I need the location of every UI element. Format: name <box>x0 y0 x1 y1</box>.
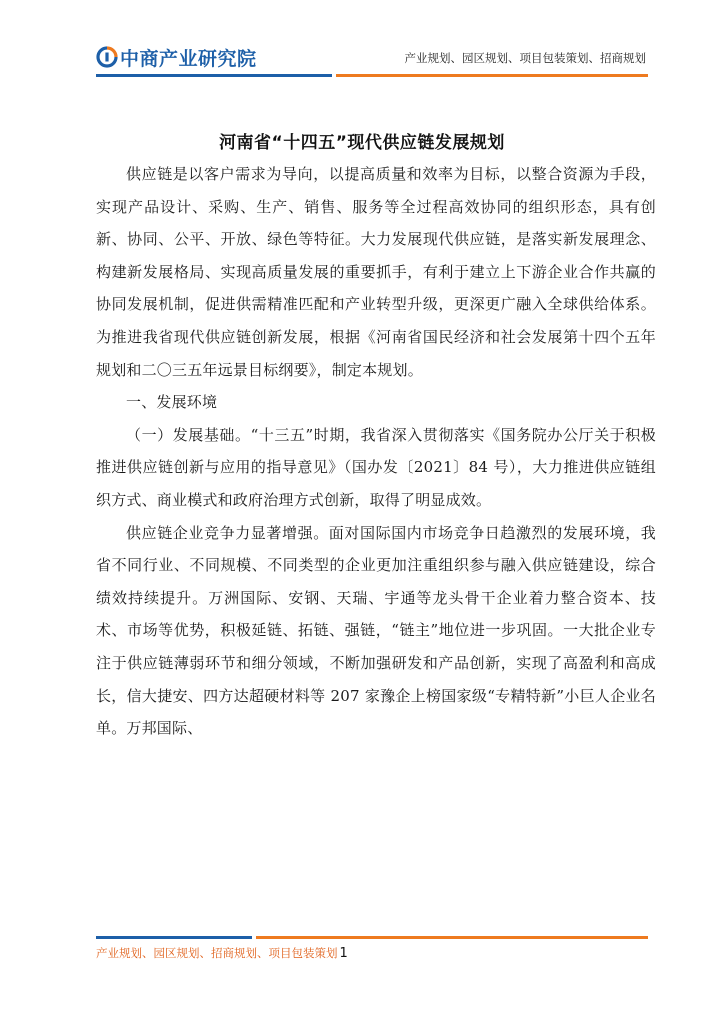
footer-divider-blue <box>96 936 252 939</box>
document-body <box>96 158 656 745</box>
header-divider-orange <box>336 74 648 77</box>
footer-tagline: 产业规划、园区规划、招商规划、项目包装策划 <box>96 946 338 960</box>
header-tagline: 产业规划、园区规划、项目包装策划、招商规划 <box>404 51 646 65</box>
footer-divider-orange <box>256 936 648 939</box>
footer <box>96 945 348 961</box>
section-heading: 一、发展环境 <box>126 393 218 412</box>
logo-mark-icon <box>96 46 118 68</box>
paragraph-intro: 供应链是以客户需求为导向，以提高质量和效率为目标，以整合资源为手段，实现产品设计、采购、生产、销售、服务等全过程高效协同的组织形态，具有创新、协同、公平、开放、绿色等特征。大力发展现代供应链，是落实新发展理念、构建新发展格局、实现高质量发展的重要抓手，有利于建立上下游企业合作共赢的协同发展机制，促进供需精准匹配和产业转型升级，更深更广融入全球供给体系。为推进我省现代供应链创新发展，根据《河南省国民经济和社会发展第十四个五年规划和二〇三五年远景目标纲要》，制定本规划。 <box>96 165 656 379</box>
paragraph-competitiveness: 供应链企业竞争力显著增强。面对国际国内市场竞争日趋激烈的发展环境，我省不同行业、不同规模、不同类型的企业更加注重组织参与融入供应链建设，综合绩效持续提升。万洲国际、安钢、天瑞、宇通等龙头骨干企业着力整合资本、技术、市场等优势，积极延链、拓链、强链，“链主”地位进一步巩固。一大批企业专注于供应链薄弱环节和细分领域，不断加强研发和产品创新，实现了高盈利和高成长，信大捷安、四方达超硬材料等 207 家豫企上榜国家级“专精特新”小巨人企业名单。万邦国际、 <box>96 523 656 738</box>
paragraph-foundation: （一）发展基础。“十三五”时期，我省深入贯彻落实《国务院办公厅关于积极推进供应链创新与应用的指导意见》（国办发〔2021〕84 号），大力推进供应链组织方式、商业模式和政府治理方式创新，取得了明显成效。 <box>96 425 656 509</box>
company-logo <box>96 44 257 70</box>
logo-text: 中商产业研究院 <box>120 47 257 70</box>
document-title: 河南省“十四五”现代供应链发展规划 <box>219 133 505 153</box>
page-number: 1 <box>339 946 348 961</box>
header-divider-blue <box>96 74 332 77</box>
